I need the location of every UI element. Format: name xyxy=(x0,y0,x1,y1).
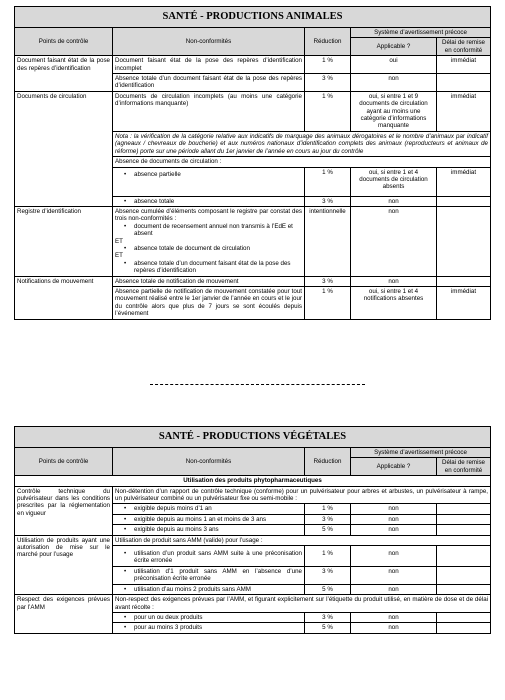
reduction-value: 1 % xyxy=(305,167,351,196)
bullet-text: utilisation d’un produit sans AMM suite à une préconisation écrite erronée xyxy=(134,550,302,565)
reduction-value: 1 % xyxy=(305,546,351,567)
delay-value xyxy=(437,525,491,535)
bullet-text: utilisation d’au moins 2 produits sans AMM xyxy=(134,585,251,593)
bullet-icon: • xyxy=(124,197,127,205)
animal-table-title: SANTÉ - PRODUCTIONS ANIMALES xyxy=(15,7,491,28)
reduction-value: 5 % xyxy=(305,584,351,594)
header-applicable: Applicable ? xyxy=(351,38,437,56)
delay-value xyxy=(437,612,491,622)
nonconformity xyxy=(113,525,305,535)
applicable-value: oui, si entre 1 et 9 documents de circulation ayant au moins une catégorie d’informations manquante xyxy=(351,91,437,131)
table-row xyxy=(15,276,491,286)
nonconformity xyxy=(113,196,305,206)
table-row xyxy=(15,206,491,276)
bullet-text: document de recensement annuel non transmis à l’EdE et absent xyxy=(134,222,293,238)
delay-value: immédiat xyxy=(437,56,491,74)
bullet-icon: • xyxy=(124,567,127,575)
bullet-icon: • xyxy=(124,515,127,523)
bullet-text: exigible depuis au moins 1 an et moins de 3 ans xyxy=(134,515,267,523)
delay-value xyxy=(437,504,491,514)
bullet-text: exigible depuis moins d’1 an xyxy=(134,505,212,513)
and-label: ET xyxy=(115,237,123,245)
applicable-value: non xyxy=(351,514,437,524)
bullet-icon: • xyxy=(124,550,127,558)
table-row xyxy=(15,535,491,545)
delay-value xyxy=(437,206,491,276)
nonconformity xyxy=(113,566,305,584)
control-point: Utilisation de produits ayant une autorisation de mise sur le marché pour l’usage xyxy=(15,535,113,594)
nonconformity: Absence partielle de notification de mouvement constatée pour tout mouvement réalisé entre le 1er janvier de l’année en cours et le jour du contrôle alors que plus de 7 jours se sont écoulés depuis l’événement xyxy=(113,286,305,319)
nonconformity xyxy=(113,584,305,594)
animal-production-table xyxy=(14,6,491,320)
bullet-icon: • xyxy=(124,526,127,534)
nonconformity xyxy=(113,167,305,196)
control-point: Respect des exigences prévues par l’AMM xyxy=(15,595,113,634)
nonconformity: Documents de circulation incomplets (au moins une catégorie d’informations manquante) xyxy=(113,91,305,131)
nonconformity xyxy=(113,612,305,622)
delay-value xyxy=(437,74,491,92)
control-point: Document faisant état de la pose des repères d’identification xyxy=(15,56,113,92)
table-row xyxy=(15,91,491,131)
bullet-icon: • xyxy=(124,170,127,178)
bullet-text: absence totale de document de circulation xyxy=(134,244,250,252)
table-row xyxy=(15,595,491,613)
header-reduction: Réduction xyxy=(305,28,351,56)
bullet-text: absence partielle xyxy=(134,170,181,178)
bullet-text: pour un ou deux produits xyxy=(134,613,203,621)
table-row xyxy=(15,486,491,504)
reduction-value: 1 % xyxy=(305,91,351,131)
reduction-value: 1 % xyxy=(305,56,351,74)
header-points: Points de contrôle xyxy=(15,28,113,56)
section-separator xyxy=(150,384,365,385)
nonconformity: Absence totale d’un document faisant état de la pose des repères d’identification xyxy=(113,74,305,92)
delay-value: immédiat xyxy=(437,286,491,319)
applicable-value: non xyxy=(351,525,437,535)
bullet-icon: • xyxy=(124,259,127,267)
and-label: ET xyxy=(115,252,123,260)
applicable-value: non xyxy=(351,206,437,276)
delay-value xyxy=(437,566,491,584)
control-point: Documents de circulation xyxy=(15,91,113,206)
bullet-icon: • xyxy=(124,585,127,593)
reduction-value: 3 % xyxy=(305,514,351,524)
reduction-value: intentionnelle xyxy=(305,206,351,276)
applicable-value: non xyxy=(351,612,437,622)
control-point: Registre d’identification xyxy=(15,206,113,276)
header-points: Points de contrôle xyxy=(15,448,113,476)
nonconformity: Non-détention d’un rapport de contrôle technique (conforme) pour un pulvérisateur pour arbres et arbustes, un pulvérisateur à rampe, un pulvérisateur combiné ou un pulvérisateur fixe ou semi-mobile : xyxy=(113,486,491,504)
header-delay: Délai de remise en conformité xyxy=(437,458,491,476)
reduction-value: 3 % xyxy=(305,612,351,622)
bullet-icon: • xyxy=(124,613,127,621)
nonconformity xyxy=(113,206,305,276)
reduction-value: 3 % xyxy=(305,276,351,286)
applicable-value: non xyxy=(351,504,437,514)
reduction-value: 1 % xyxy=(305,286,351,319)
plant-table-title: SANTÉ - PRODUCTIONS VÉGÉTALES xyxy=(15,427,491,448)
nonconformity xyxy=(113,504,305,514)
delay-value xyxy=(437,276,491,286)
delay-value xyxy=(437,546,491,567)
reduction-value: 5 % xyxy=(305,623,351,633)
bullet-icon: • xyxy=(124,624,127,632)
header-nonconformities: Non-conformités xyxy=(113,28,305,56)
table-row xyxy=(15,56,491,74)
header-warning-system: Système d’avertissement précoce xyxy=(351,448,491,458)
bullet-icon: • xyxy=(124,244,127,252)
section-subheader: Utilisation des produits phytopharmaceutiques xyxy=(15,476,491,486)
control-point: Notifications de mouvement xyxy=(15,276,113,319)
applicable-value: oui, si entre 1 et 4 documents de circulation absents xyxy=(351,167,437,196)
reduction-value: 3 % xyxy=(305,566,351,584)
control-point: Contrôle technique du pulvérisateur dans les conditions prescrites par la réglementation en vigueur xyxy=(15,486,113,535)
reduction-value: 3 % xyxy=(305,74,351,92)
bullet-text: absence totale d’un document faisant état de la pose des repères d’identification xyxy=(134,259,291,275)
applicable-value: non xyxy=(351,566,437,584)
bullet-icon: • xyxy=(124,222,127,230)
applicable-value: non xyxy=(351,546,437,567)
reduction-value: 1 % xyxy=(305,504,351,514)
applicable-value: oui xyxy=(351,56,437,74)
bullet-text: pour au moins 3 produits xyxy=(134,624,203,632)
bullet-text: utilisation d’1 produit sans AMM en l’absence d’une préconisation écrite erronée xyxy=(134,567,302,583)
header-warning-system: Système d’avertissement précoce xyxy=(351,28,491,38)
delay-value xyxy=(437,196,491,206)
applicable-value: non xyxy=(351,584,437,594)
bullet-icon: • xyxy=(124,505,127,513)
applicable-value: oui, si entre 1 et 4 notifications absentes xyxy=(351,286,437,319)
nonconformity-intro: Absence cumulée d’éléments composant le registre par constat des trois non-conformités : xyxy=(115,207,302,223)
delay-value xyxy=(437,514,491,524)
delay-value xyxy=(437,584,491,594)
applicable-value: non xyxy=(351,623,437,633)
note-text: Nota : la vérification de la catégorie relative aux indicatifs de marquage des animaux dérogatoires et le nombre d’animaux par indicatif (agneaux / chevreaux de boucherie) et aux numéros nationaux d’identification complets des animaux (reproducteurs et animaux de réforme) porte sur une période allant du 1er janvier de l’année en cours au jour du contrôle xyxy=(113,131,491,156)
reduction-value: 5 % xyxy=(305,525,351,535)
nonconformity: Utilisation de produit sans AMM (valide) pour l’usage : xyxy=(113,535,491,545)
bullet-text: exigible depuis au moins 3 ans xyxy=(134,526,219,534)
bullet-text: absence totale xyxy=(134,197,175,205)
header-reduction: Réduction xyxy=(305,448,351,476)
delay-value: immédiat xyxy=(437,91,491,131)
delay-value xyxy=(437,623,491,633)
nonconformity: Non-respect des exigences prévues par l’AMM, et figurant explicitement sur l’étiquette du produit utilisé, en matière de dose et de délai avant récolte : xyxy=(113,595,491,613)
delay-value: immédiat xyxy=(437,167,491,196)
nonconformity: Absence totale de notification de mouvement xyxy=(113,276,305,286)
header-delay: Délai de remise en conformité xyxy=(437,38,491,56)
nonconformity xyxy=(113,623,305,633)
applicable-value: non xyxy=(351,74,437,92)
reduction-value: 3 % xyxy=(305,196,351,206)
applicable-value: non xyxy=(351,276,437,286)
nonconformity xyxy=(113,514,305,524)
header-nonconformities: Non-conformités xyxy=(113,448,305,476)
nonconformity xyxy=(113,546,305,567)
header-applicable: Applicable ? xyxy=(351,458,437,476)
plant-production-table xyxy=(14,426,491,634)
nonconformity: Document faisant état de la pose des repères d’identification incomplet xyxy=(113,56,305,74)
nonconformity: Absence de documents de circulation : xyxy=(113,157,491,167)
applicable-value: non xyxy=(351,196,437,206)
